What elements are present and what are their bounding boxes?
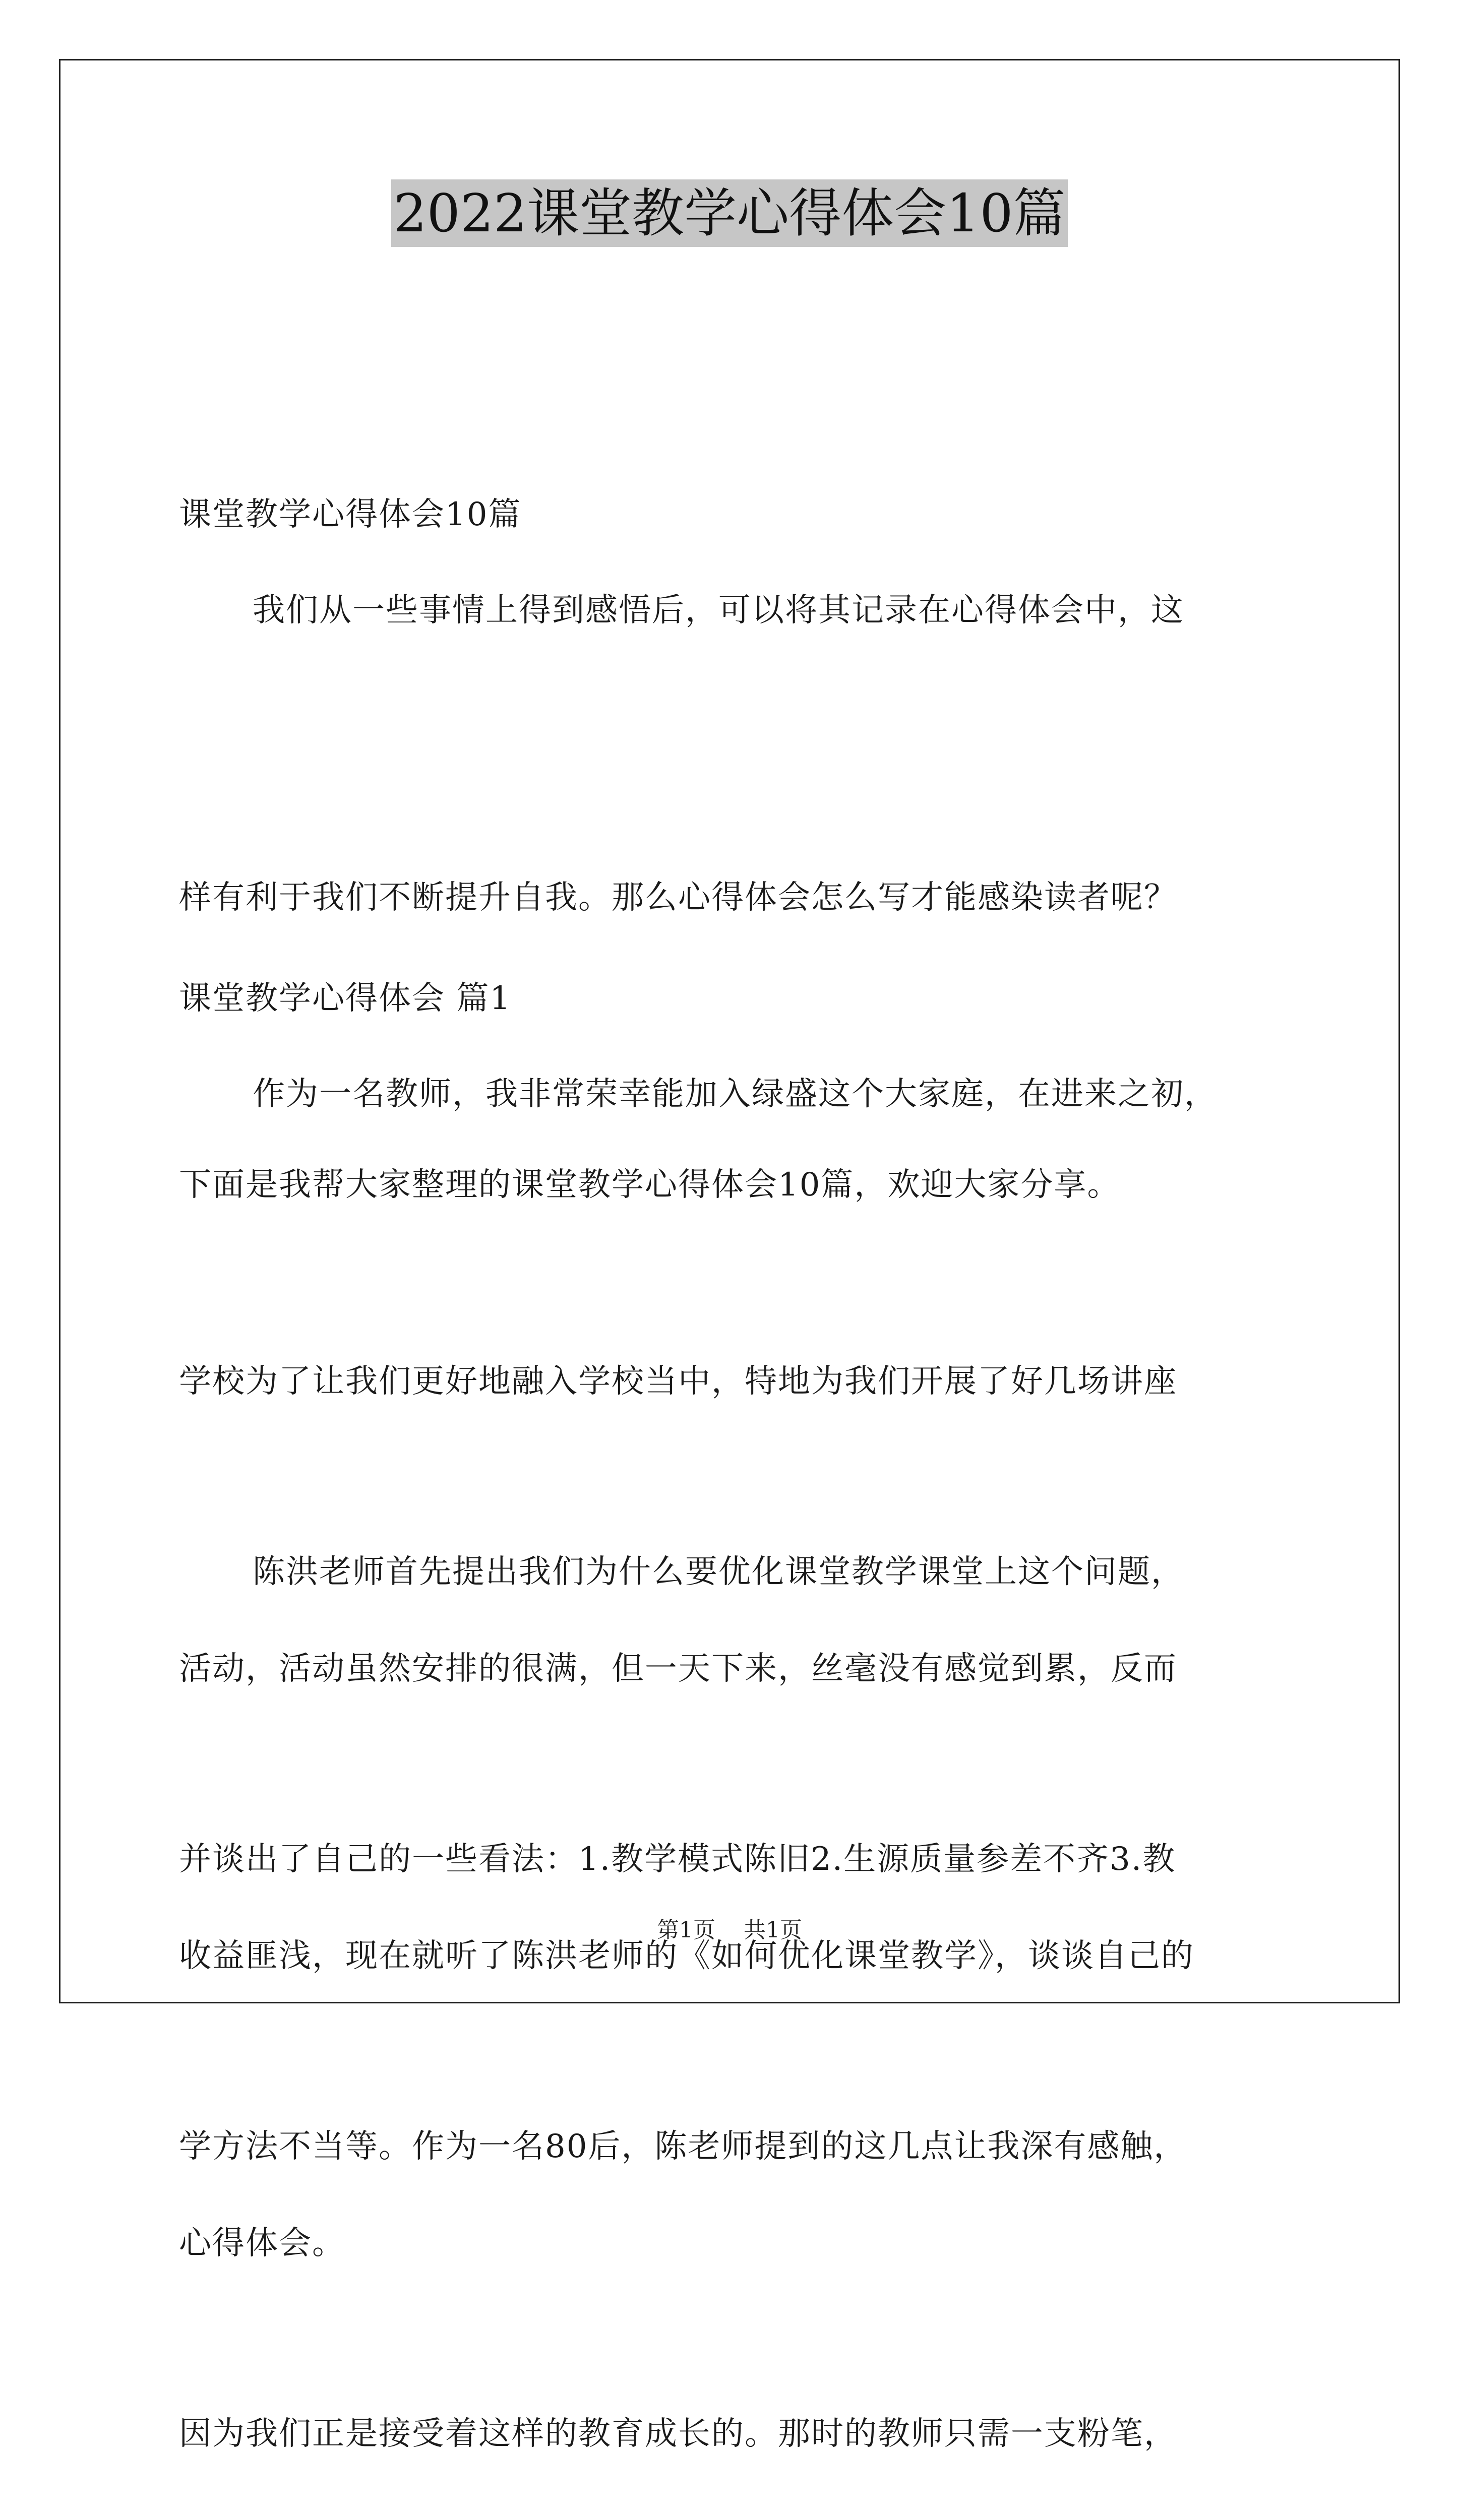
intro-line: 我们从一些事情上得到感悟后，可以将其记录在心得体会中，这	[253, 592, 1184, 629]
document-title: 2022课堂教学心得体会10篇	[391, 179, 1067, 247]
page-footer	[0, 1915, 1459, 1945]
title-container	[0, 179, 1459, 247]
page-number-total: 共1页	[744, 1917, 802, 1943]
paragraph-line: 陈洪老师首先提出我们为什么要优化课堂教学课堂上这个问题，	[253, 1553, 1184, 1591]
paragraph-line: 并谈出了自己的一些看法：1.教学模式陈旧2.生源质量参差不齐3.教	[179, 1841, 1176, 1878]
paragraph-line: 心得体会。	[179, 2225, 345, 2262]
paragraph-line: 学方法不当等。作为一名80后，陈老师提到的这几点让我深有感触，	[179, 2128, 1187, 2165]
subtitle-text: 课堂教学心得体会10篇	[179, 496, 522, 533]
page-number-current: 第1页	[657, 1917, 715, 1943]
section-heading-text: 课堂教学心得体会 篇1	[179, 980, 512, 1017]
paragraph-line: 作为一名教师，我非常荣幸能加入绿盛这个大家庭，在进来之初，	[253, 1076, 1218, 1113]
paragraph-line: 活动，活动虽然安排的很满，但一天下来，丝毫没有感觉到累，反而	[179, 1650, 1177, 1687]
intro-line: 下面是我帮大家整理的课堂教学心得体会10篇，欢迎大家分享。	[179, 1166, 1121, 1204]
paragraph-line: 收益匪浅，现在就听了陈洪老师的《如何优化课堂教学》，谈谈自己的	[179, 1937, 1194, 1975]
intro-line: 样有利于我们不断提升自我。那么心得体会怎么写才能感染读者呢？	[179, 879, 1177, 916]
paragraph-line: 因为我们正是接受着这样的教育成长的。那时的教师只需一支粉笔，	[179, 2415, 1177, 2452]
paragraph-line: 学校为了让我们更好地融入学校当中，特地为我们开展了好几场讲座	[179, 1363, 1177, 1400]
